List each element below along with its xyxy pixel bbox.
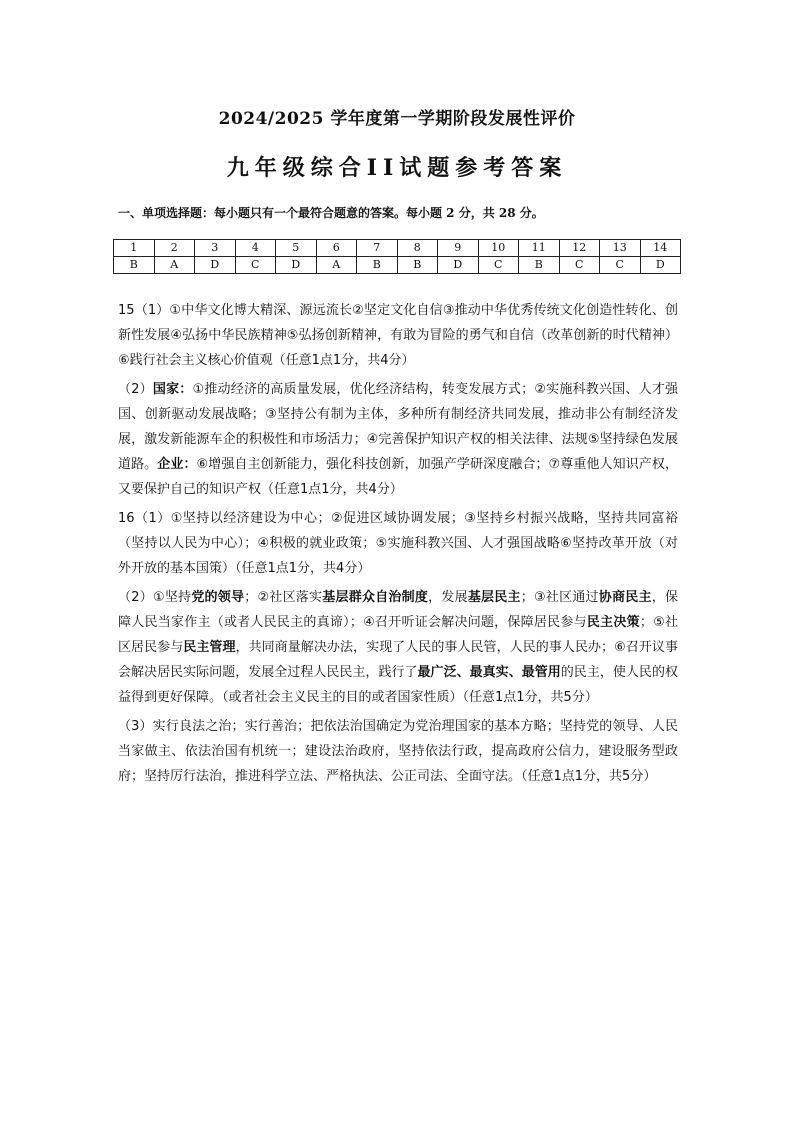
question-number-cell: 9: [438, 240, 479, 257]
answer-letter-row: [114, 257, 681, 274]
question-number-cell: 11: [519, 240, 560, 257]
answer-letter-cell: C: [600, 257, 641, 274]
question-number-row: [114, 240, 681, 257]
q15-part2: [118, 377, 678, 502]
q16-text-segment: ，保障人民当家作主（或者人民民主的真谛）；④召开听证会解决问题，保障居民参与: [118, 590, 678, 630]
answer-content: [118, 298, 678, 793]
question-number-cell: 7: [357, 240, 398, 257]
answer-letter-cell: B: [114, 257, 155, 274]
answer-letter-cell: D: [438, 257, 479, 274]
question-number-cell: 6: [316, 240, 357, 257]
q16-keyword: 协商民主: [598, 590, 652, 605]
q16-part3: （3）实行良法之治；实行善治；把依法治国确定为党治理国家的基本方略；坚持党的领导、人民当家做主、依法治国有机统一；建设法治政府，坚持依法行政，提高政府公信力，建设服务型政府；坚持厉行法治，推进科学立法、严格执法、公正司法、全面守法。（任意1点1分，共5分）: [118, 719, 678, 784]
answer-key-title: 九年级综合II试题参考答案: [226, 155, 568, 181]
q16-text-segment: ；⑤社区居民参与: [118, 615, 678, 655]
q16-keyword: 民主决策: [586, 615, 640, 630]
question-number-cell: 12: [559, 240, 600, 257]
answer-letter-cell: B: [519, 257, 560, 274]
q15-part2-prefix: （2）: [118, 382, 153, 397]
q15-country-text: ①推动经济的高质量发展，优化经济结构，转变发展方式；②实施科教兴国、人才强国、创新驱动发展战略；③坚持公有制为主体，多种所有制经济共同发展，推动非公有制经济发展，激发新能源车企的积极性和市场活力；④完善保护知识产权的相关法律、法规⑤坚持绿色发展道路。: [118, 382, 678, 472]
q16-text-segment: 的民主，使人民的权益得到更好保障。（或者社会主义民主的目的或者国家性质）（任意1点1分，共5分）: [118, 665, 678, 705]
q16-keyword: 党的领导: [191, 590, 245, 605]
q16-text-segment: ；③社区通过: [520, 590, 599, 605]
question-number-cell: 14: [640, 240, 681, 257]
q16-text-segment: ，共同商量解决办法，实现了人民的事人民管，人民的事人民办；⑥召开议事会解决居民实际问题，发展全过程人民民主，践行了: [118, 640, 678, 680]
answer-letter-cell: D: [195, 257, 236, 274]
q15-label-country: 国家：: [152, 382, 193, 397]
answer-letter-cell: B: [357, 257, 398, 274]
answer-letter-cell: C: [478, 257, 519, 274]
exam-term-title: 2024/2025 学年度第一学期阶段发展性评价: [218, 109, 576, 129]
q16-keyword: 最广泛、最真实、最管用: [417, 665, 561, 680]
answer-table: [113, 239, 681, 274]
answer-letter-cell: C: [235, 257, 276, 274]
section1-heading: 一、单项选择题：每小题只有一个最符合题意的答案。每小题 2 分，共 28 分。: [118, 206, 544, 220]
answer-letter-cell: A: [316, 257, 357, 274]
answer-letter-cell: A: [154, 257, 195, 274]
q16-part1: 16（1）①坚持以经济建设为中心；②促进区域协调发展；③坚持乡村振兴战略，坚持共同富裕（坚持以人民为中心）；④积极的就业政策；⑤实施科教兴国、人才强国战略⑥坚持改革开放（对外开放的基本国策）（任意1点1分，共4分）: [118, 511, 678, 576]
question-number-cell: 3: [195, 240, 236, 257]
q16-keyword: 民主管理: [183, 640, 236, 655]
q15-part1: 15（1）①中华文化博大精深、源远流长②坚定文化自信③推动中华优秀传统文化创造性转化、创新性发展④弘扬中华民族精神⑤弘扬创新精神，有敢为冒险的勇气和自信（改革创新的时代精神）⑥践行社会主义核心价值观（任意1点1分，共4分）: [118, 303, 678, 368]
q16-text-segment: （2）①坚持: [118, 590, 192, 605]
question-number-cell: 1: [114, 240, 155, 257]
question-number-cell: 5: [276, 240, 317, 257]
answer-letter-cell: C: [559, 257, 600, 274]
question-number-cell: 10: [478, 240, 519, 257]
q16-keyword: 基层民主: [467, 590, 521, 605]
question-number-cell: 2: [154, 240, 195, 257]
question-number-cell: 8: [397, 240, 438, 257]
q16-keyword: 基层群众自治制度: [322, 590, 429, 605]
answer-letter-cell: D: [640, 257, 681, 274]
question-number-cell: 13: [600, 240, 641, 257]
answer-letter-cell: D: [276, 257, 317, 274]
q16-part2: [118, 585, 678, 710]
q16-text-segment: ；②社区落实: [244, 590, 323, 605]
q15-label-enterprise: 企业：: [157, 457, 197, 472]
q15-enterprise-text: ⑥增强自主创新能力，强化科技创新，加强产学研深度融合；⑦尊重他人知识产权，又要保护自己的知识产权（任意1点1分，共4分）: [118, 457, 678, 497]
answer-letter-cell: B: [397, 257, 438, 274]
q16-text-segment: ，发展: [428, 590, 468, 605]
question-number-cell: 4: [235, 240, 276, 257]
